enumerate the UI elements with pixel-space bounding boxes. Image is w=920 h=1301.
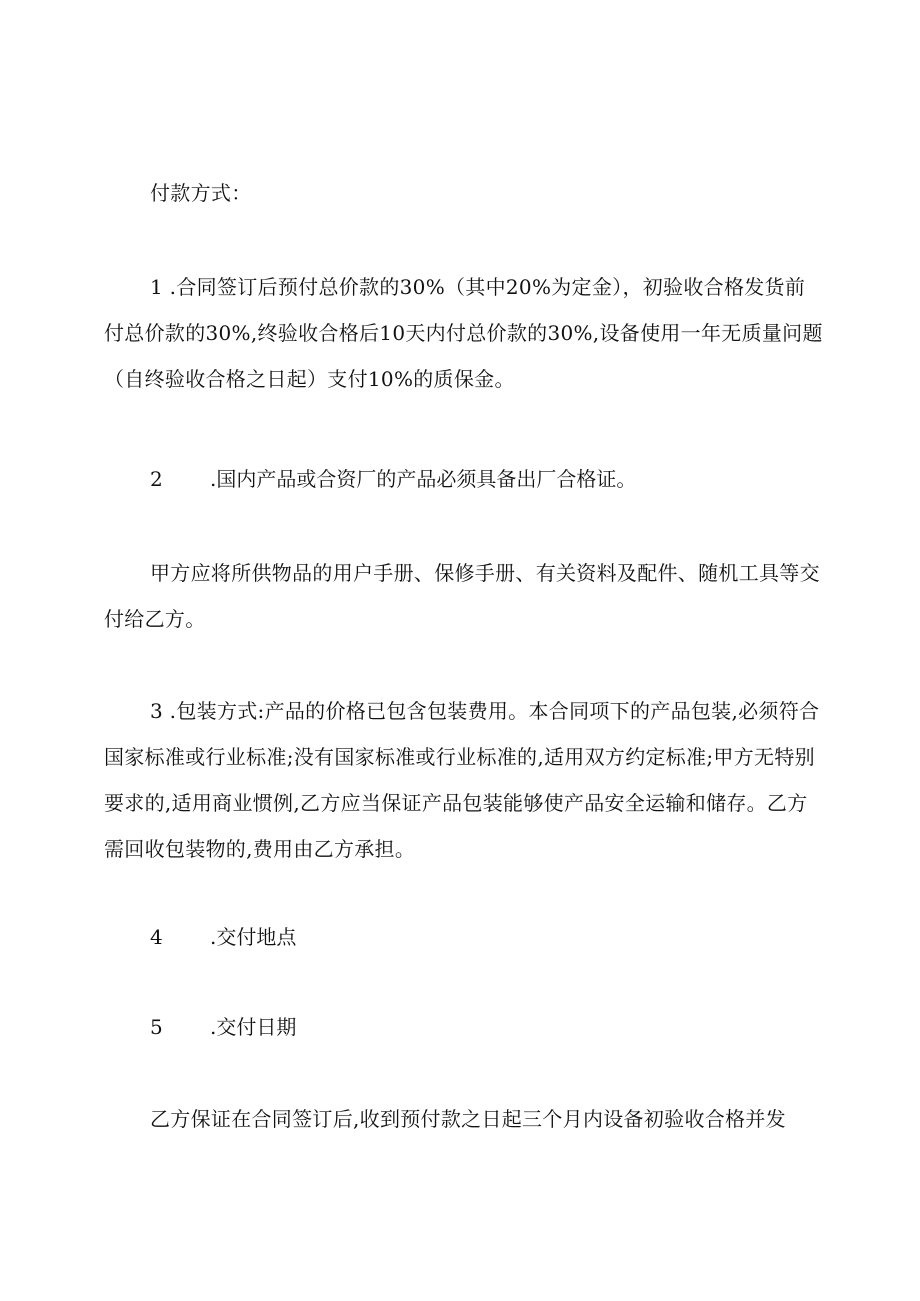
list-item-2 bbox=[150, 456, 636, 502]
list-item-number: 4 bbox=[150, 925, 163, 949]
paragraph-payment-terms: 1 .合同签订后预付总价款的30%（其中20%为定金），初验收合格发货前付总价款的30%,终验收合格后10天内付总价款的30%,设备使用一年无质量问题（自终验收合格之日起）支付10%的质保金。 bbox=[104, 275, 823, 391]
paragraph-delivery: 乙方保证在合同签订后,收到预付款之日起三个月内设备初验收合格并发 bbox=[150, 1107, 786, 1131]
list-item-number: 5 bbox=[150, 1015, 163, 1039]
list-item-5 bbox=[150, 1004, 296, 1050]
section-heading: 付款方式： bbox=[150, 181, 252, 205]
list-item-number: 2 bbox=[150, 467, 163, 491]
list-item-text: .交付地点 bbox=[210, 925, 297, 949]
list-item-text: .交付日期 bbox=[210, 1015, 297, 1039]
list-item-4 bbox=[150, 914, 296, 960]
list-item-text: .国内产品或合资厂的产品必须具备出厂合格证。 bbox=[210, 467, 637, 491]
paragraph-manuals: 甲方应将所供物品的用户手册、保修手册、有关资料及配件、随机工具等交付给乙方。 bbox=[104, 561, 820, 631]
paragraph-packaging: 3 .包装方式:产品的价格已包含包装费用。本合同项下的产品包装,必须符合国家标准或行业标准;没有国家标准或行业标准的,适用双方约定标准;甲方无特别要求的,适用商业惯例,乙方应当保证产品包装能够使产品安全运输和储存。乙方需回收包装物的,费用由乙方承担。 bbox=[104, 699, 820, 861]
